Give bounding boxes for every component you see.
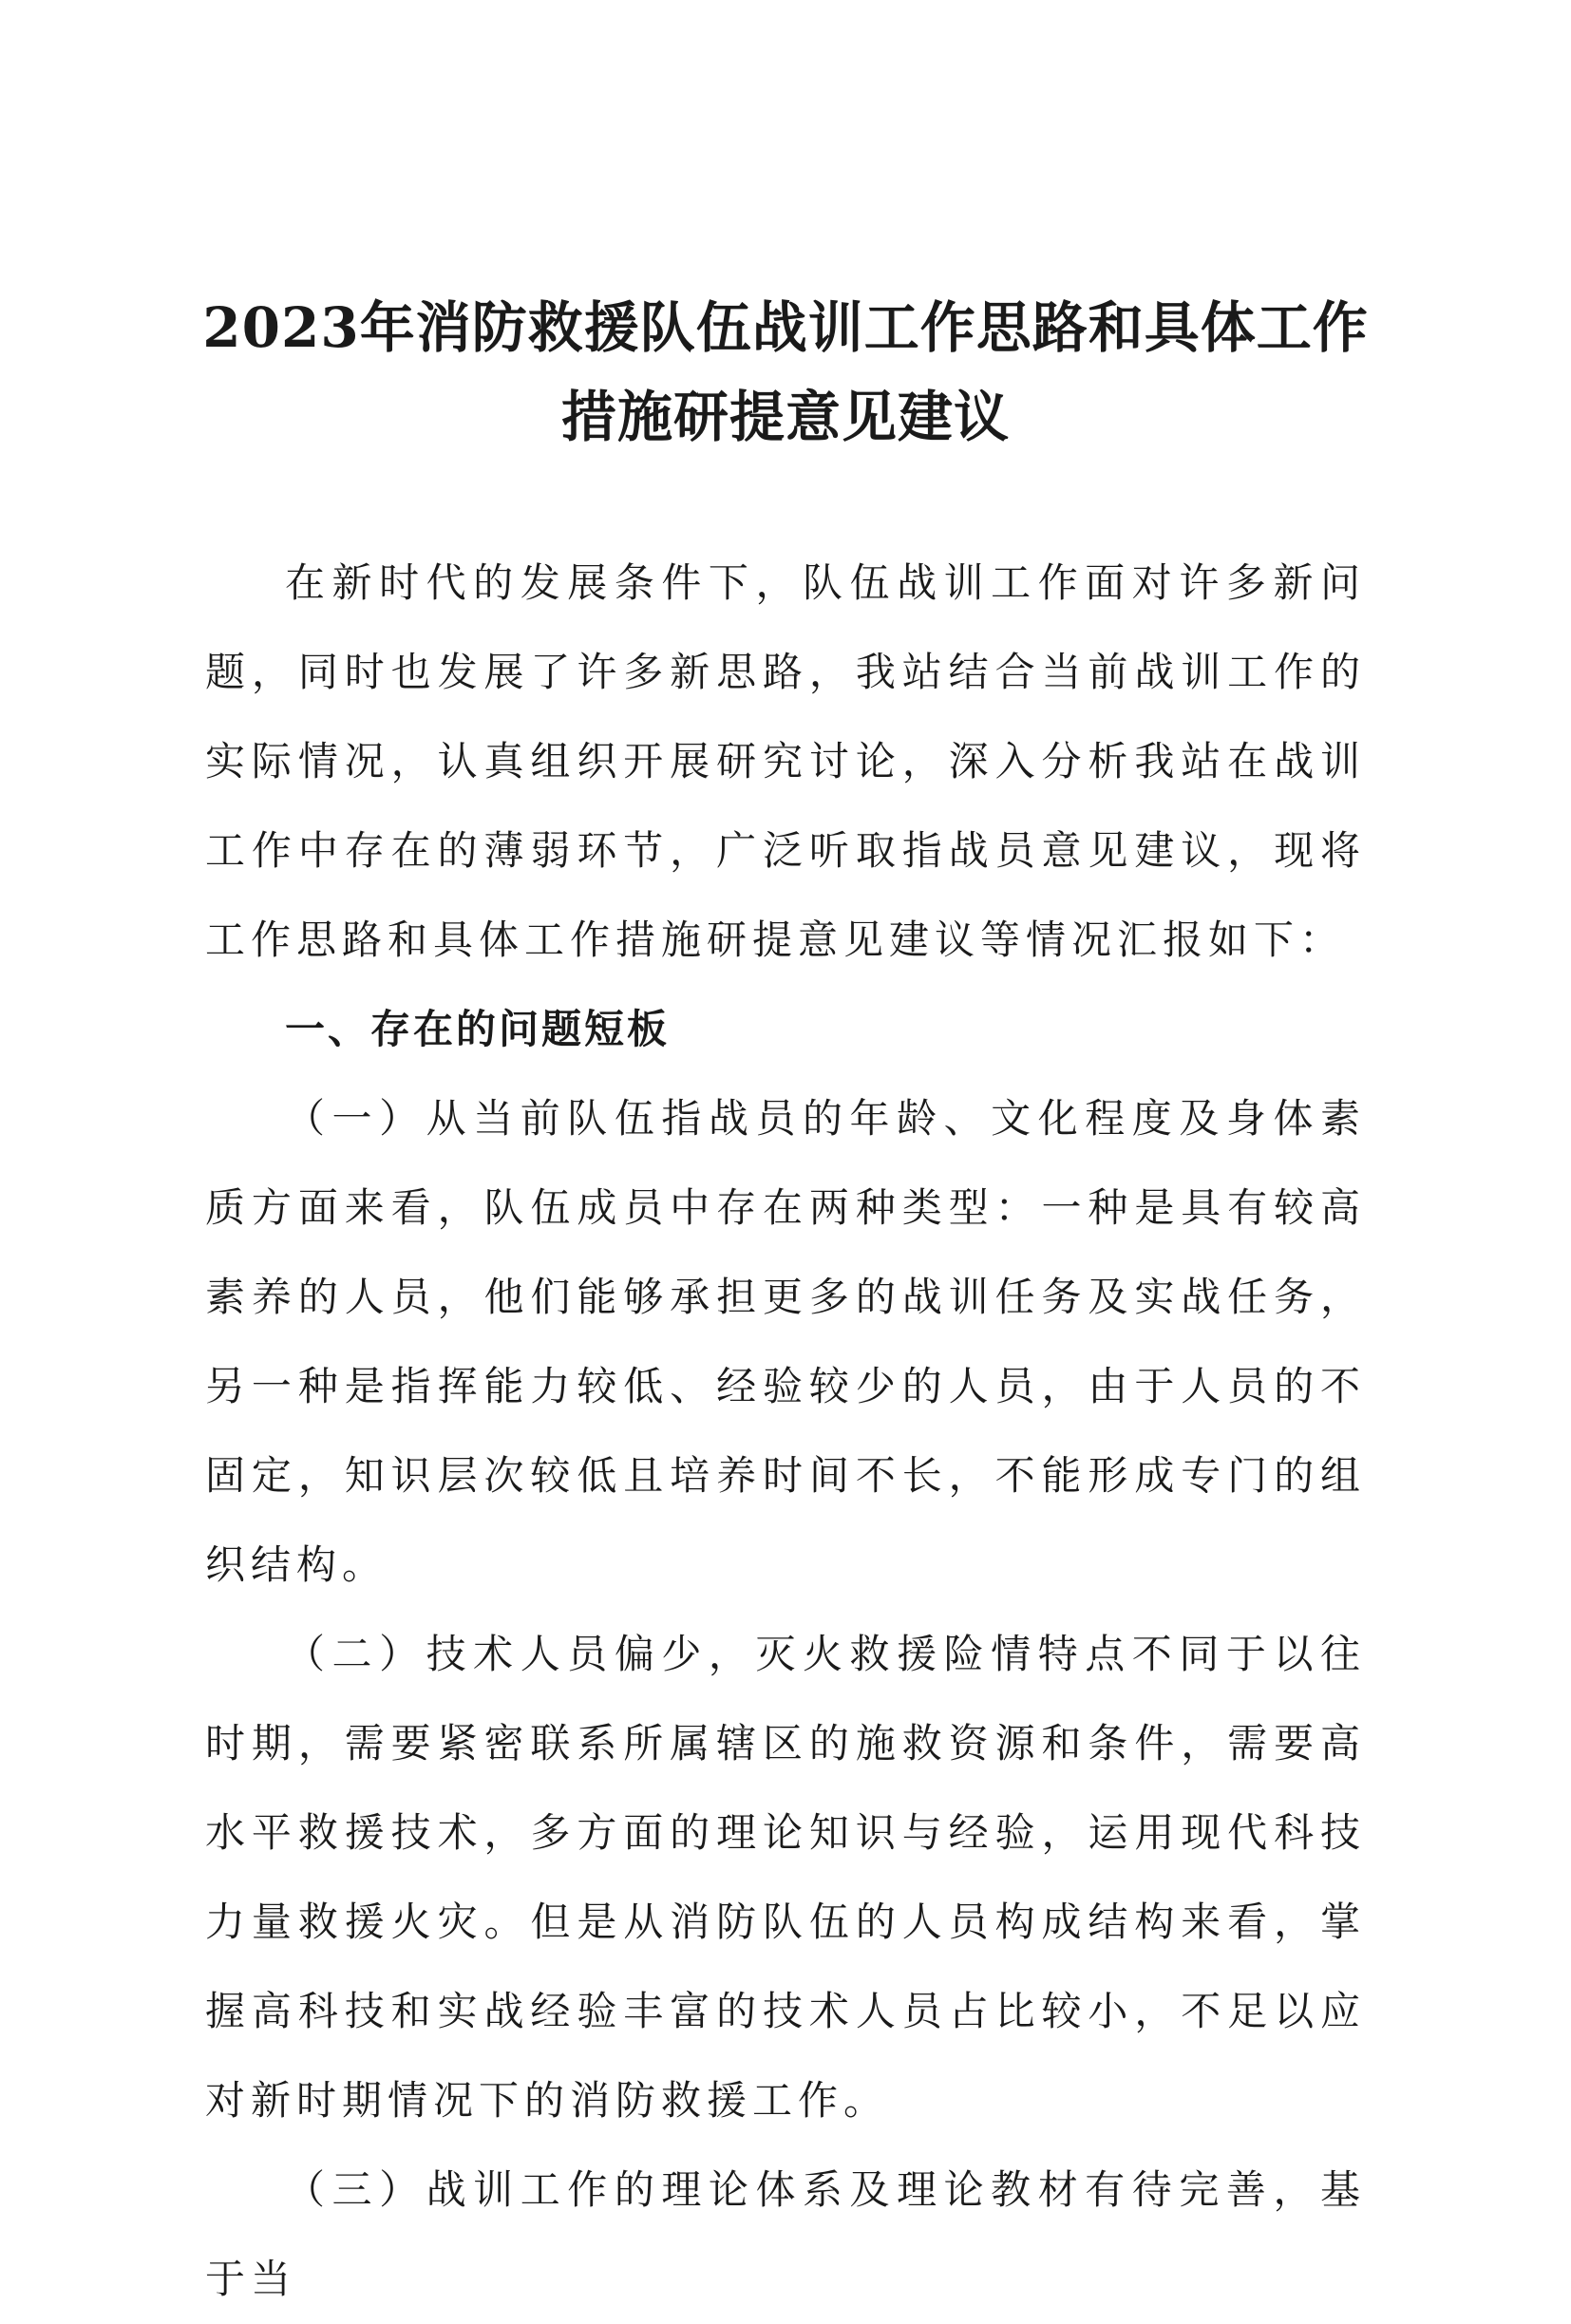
intro-paragraph: 在新时代的发展条件下，队伍战训工作面对许多新问题，同时也发展了许多新思路，我站结合当前战训工作的实际情况，认真组织开展研究讨论，深入分析我站在战训工作中存在的薄弱环节，广泛听取指战员意见建议，现将工作思路和具体工作措施研提意见建议等情况汇报如下： xyxy=(205,559,1366,963)
item-paragraph-1: （一）从当前队伍指战员的年龄、文化程度及身体素质方面来看，队伍成员中存在两种类型：一种是具有较高素养的人员，他们能够承担更多的战训任务及实战任务，另一种是指挥能力较低、经验较少的人员，由于人员的不固定，知识层次较低且培养时间不长，不能形成专门的组织结构。 xyxy=(205,1095,1366,1588)
title-line-1: 2023年消防救援队伍战训工作思路和具体工作 xyxy=(202,295,1369,360)
document-body xyxy=(205,538,1366,2324)
title-line-2: 措施研提意见建议 xyxy=(560,385,1010,449)
document-title xyxy=(190,283,1381,462)
section-heading: 一、存在的问题短板 xyxy=(285,1006,671,1052)
item-paragraph-2: （二）技术人员偏少，灭火救援险情特点不同于以往时期，需要紧密联系所属辖区的施救资源和条件，需要高水平救援技术，多方面的理论知识与经验，运用现代科技力量救援火灾。但是从消防队伍的人员构成结构来看，掌握高科技和实战经验丰富的技术人员占比较小，不足以应对新时期情况下的消防救援工作。 xyxy=(205,1631,1366,2124)
item-paragraph-3: （三）战训工作的理论体系及理论教材有待完善，基于当 xyxy=(205,2166,1366,2302)
